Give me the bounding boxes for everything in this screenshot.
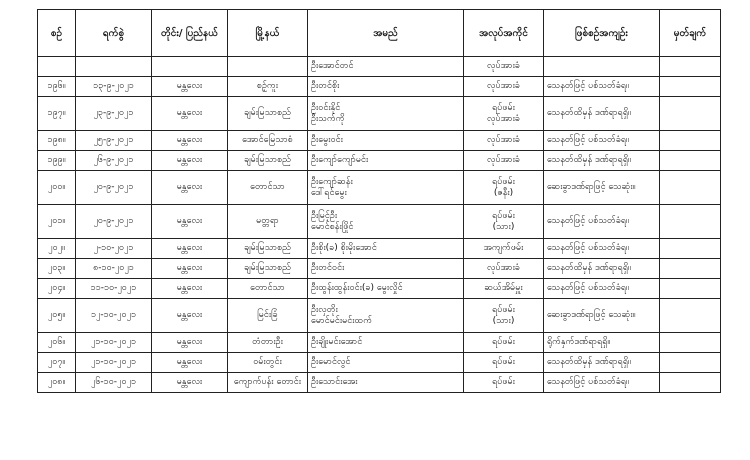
row-occupation-line: (သား) xyxy=(492,315,515,326)
row-region: မန္တလေး xyxy=(152,205,228,239)
row-occupation xyxy=(464,373,544,393)
row-remark xyxy=(660,279,721,299)
row-name xyxy=(308,57,464,77)
row-name-line: မောင်မင်းမင်းထက် xyxy=(311,315,373,326)
row-incident: သေနတ်ထိမှန် ဒဏ်ရာရရှိ။ xyxy=(544,353,660,373)
row-occupation-line: ဆယ်အိမ်မှူး xyxy=(484,283,523,293)
row-name-line: ဦးတင်ဝင်း xyxy=(311,263,345,273)
row-name-line: ဦးစိုး(ခ) စိုးမိုးအောင် xyxy=(311,243,377,253)
row-date: ၂၅-၉-၂၀၂၁ xyxy=(76,131,152,151)
row-date: ၂၆-၉-၂၀၂၁ xyxy=(76,151,152,171)
row-name xyxy=(308,259,464,279)
table-row xyxy=(38,97,721,131)
row-remark xyxy=(660,151,721,171)
row-name xyxy=(308,373,464,393)
row-region: မန္တလေး xyxy=(152,131,228,151)
header-occupation: အလုပ်အကိုင် xyxy=(464,10,544,57)
row-township: ချမ်းမြသာစည် xyxy=(228,151,308,171)
row-occupation-line: ရပ်ဖမ်း xyxy=(492,210,515,221)
row-name xyxy=(308,151,464,171)
row-name xyxy=(308,131,464,151)
table-row xyxy=(38,279,721,299)
row-township: ဝမ်းတွင်း xyxy=(228,353,308,373)
row-township: အောင်မြေသာစံ xyxy=(228,131,308,151)
table-row xyxy=(38,205,721,239)
row-occupation xyxy=(464,353,544,373)
row-township: ချမ်းမြသာစည် xyxy=(228,97,308,131)
table-row xyxy=(38,259,721,279)
row-occupation-line: အကျက်ဖမ်း xyxy=(483,243,524,253)
row-date: ၂၃-၉-၂၀၂၁ xyxy=(76,97,152,131)
row-date: ၈-၁၀-၂၀၂၁ xyxy=(76,259,152,279)
row-occupation-line: ရပ်ဖမ်း xyxy=(492,176,515,187)
row-remark xyxy=(660,57,721,77)
row-name-line: ဦးအောင်တင် xyxy=(311,61,354,71)
row-remark xyxy=(660,353,721,373)
row-incident: သေနတ်ထိမှန် ဒဏ်ရာရရှိ။ xyxy=(544,259,660,279)
table-row xyxy=(38,131,721,151)
row-township: ချမ်းမြသာစည် xyxy=(228,259,308,279)
table-row xyxy=(38,373,721,393)
row-remark xyxy=(660,333,721,353)
row-incident: ရိုက်နှက်ဒဏ်ရာရရှိ။ xyxy=(544,333,660,353)
row-incident: သေနတ်ဖြင့် ပစ်သတ်ခံရ။ xyxy=(544,239,660,259)
row-township: စဉ့်ကူး xyxy=(228,77,308,97)
row-occupation xyxy=(464,299,544,333)
row-occupation xyxy=(464,205,544,239)
row-number: ၂၀၇။ xyxy=(38,353,76,373)
row-remark xyxy=(660,239,721,259)
row-number xyxy=(38,57,76,77)
table-row xyxy=(38,151,721,171)
table-row xyxy=(38,353,721,373)
row-date: ၂၁-၁၀-၂၀၂၁ xyxy=(76,353,152,373)
row-number: ၂၀၅။ xyxy=(38,299,76,333)
row-region: မန္တလေး xyxy=(152,299,228,333)
header-remark: မှတ်ချက် xyxy=(660,10,721,57)
row-occupation-line: လုပ်အားခံ xyxy=(487,61,520,71)
row-region xyxy=(152,57,228,77)
row-region: မန္တလေး xyxy=(152,239,228,259)
table-header-row xyxy=(38,10,721,57)
table-row xyxy=(38,77,721,97)
row-remark xyxy=(660,171,721,205)
row-name-line: ဦးတင်စိုး xyxy=(311,81,340,91)
table-row xyxy=(38,333,721,353)
row-region: မန္တလေး xyxy=(152,279,228,299)
row-date: ၂၆-၁၀-၂၀၂၁ xyxy=(76,373,152,393)
row-name xyxy=(308,239,464,259)
row-occupation-line: လုပ်အားခံ xyxy=(487,263,520,273)
header-region: တိုင်း/ ပြည်နယ် xyxy=(152,10,228,57)
row-remark xyxy=(660,259,721,279)
row-name-line: ဦးထွန်းထွန်းဝင်း(ခ) မွေးလှိုင် xyxy=(311,283,403,293)
row-name-line: ဦးမွေးဝင်း xyxy=(311,135,343,145)
row-township: တံတားဦး xyxy=(228,333,308,353)
table-row xyxy=(38,299,721,333)
row-occupation-line: (သား) xyxy=(492,221,515,232)
row-occupation-line: ရပ်ဖမ်း xyxy=(492,357,515,367)
row-region: မန္တလေး xyxy=(152,151,228,171)
row-remark xyxy=(660,131,721,151)
row-name xyxy=(308,171,464,205)
row-date: ၂-၁၀-၂၀၂၁ xyxy=(76,239,152,259)
row-remark xyxy=(660,205,721,239)
row-township: တောင်သာ xyxy=(228,279,308,299)
row-number: ၂၀၄။ xyxy=(38,279,76,299)
row-region: မန္တလေး xyxy=(152,97,228,131)
row-date: ၂၁-၁၀-၂၀၂၁ xyxy=(76,333,152,353)
row-remark xyxy=(660,77,721,97)
row-incident xyxy=(544,57,660,77)
row-occupation-line: လုပ်အားခံ xyxy=(487,81,520,91)
row-name-line: ဦးသက်ကို xyxy=(311,113,345,124)
row-name-line: ဦးကျော်ဆန်း xyxy=(311,176,353,187)
header-incident: ဖြစ်စဉ်အကျဉ်း xyxy=(544,10,660,57)
row-number: ၂၀၁။ xyxy=(38,205,76,239)
row-name xyxy=(308,97,464,131)
row-incident: ဆေးခွာဒဏ်ရာဖြင့် သေဆုံး။ xyxy=(544,171,660,205)
row-region: မန္တလေး xyxy=(152,353,228,373)
row-number: ၂၀၃။ xyxy=(38,259,76,279)
row-date: ၂၀-၉-၂၀၂၁ xyxy=(76,205,152,239)
row-name-line: ဦးမြင့်ဦး xyxy=(311,210,338,221)
row-incident: သေနတ်ဖြင့် ပစ်သတ်ခံရ။ xyxy=(544,279,660,299)
row-remark xyxy=(660,97,721,131)
row-township: မတ္တရာ xyxy=(228,205,308,239)
row-name-line: ဦးမောင်လွင် xyxy=(311,357,351,367)
row-occupation xyxy=(464,259,544,279)
row-township: မြင်းခြံ xyxy=(228,299,308,333)
row-name-line: ဒေါ်ရင်မွေး xyxy=(311,187,347,198)
row-number: ၁၉၈။ xyxy=(38,131,76,151)
row-number: ၂၀၈။ xyxy=(38,373,76,393)
row-incident: သေနတ်ထိမှန် ဒဏ်ရာရရှိ။ xyxy=(544,97,660,131)
row-township: ကျောက်ပန်း တောင်း xyxy=(228,373,308,393)
row-date xyxy=(76,57,152,77)
row-occupation-line: လုပ်အားခံ xyxy=(487,135,520,145)
row-occupation-line: လုပ်အားခံ xyxy=(487,113,520,124)
row-name xyxy=(308,77,464,97)
row-region: မန္တလေး xyxy=(152,259,228,279)
row-occupation xyxy=(464,97,544,131)
row-occupation-line: (ဇနီး) xyxy=(493,187,514,198)
row-occupation xyxy=(464,131,544,151)
row-name xyxy=(308,333,464,353)
row-name xyxy=(308,299,464,333)
row-region: မန္တလေး xyxy=(152,373,228,393)
row-number: ၂၀၂။ xyxy=(38,239,76,259)
row-occupation xyxy=(464,279,544,299)
row-name-line: ဦးလှတိုး xyxy=(311,304,338,315)
table-row xyxy=(38,171,721,205)
header-name: အမည် xyxy=(308,10,464,57)
row-name-line: ဦးချိုးမင်းအောင် xyxy=(311,337,363,347)
row-remark xyxy=(660,299,721,333)
row-name xyxy=(308,279,464,299)
row-occupation-line: လုပ်အားခံ xyxy=(487,155,520,165)
row-name-line: ဦးသောင်းအေး xyxy=(311,377,358,387)
row-number: ၁၉၉။ xyxy=(38,151,76,171)
row-region: မန္တလေး xyxy=(152,171,228,205)
row-name xyxy=(308,353,464,373)
table-row xyxy=(38,57,721,77)
row-incident: သေနတ်ဖြင့် ပစ်သတ်ခံရ။ xyxy=(544,373,660,393)
row-number: ၁၉၇။ xyxy=(38,97,76,131)
header-township: မြို့နယ် xyxy=(228,10,308,57)
row-name-line: ဦးကျော်ကျော်မင်း xyxy=(311,155,369,165)
row-name-line: ဦးဝင်းနိုင် xyxy=(311,102,341,113)
row-occupation xyxy=(464,333,544,353)
row-occupation-line: ရပ်ဖမ်း xyxy=(492,337,515,347)
row-incident: သေနတ်ဖြင့် ပစ်သတ်ခံရ။ xyxy=(544,131,660,151)
row-number: ၁၉၆။ xyxy=(38,77,76,97)
row-number: ၂၀၀။ xyxy=(38,171,76,205)
row-township xyxy=(228,57,308,77)
row-region: မန္တလေး xyxy=(152,333,228,353)
row-incident: သေနတ်ထိမှန် ဒဏ်ရာရရှိ။ xyxy=(544,151,660,171)
incident-table xyxy=(37,9,721,393)
header-date: ရက်စွဲ xyxy=(76,10,152,57)
row-remark xyxy=(660,373,721,393)
row-occupation-line: ရပ်ဖမ်း xyxy=(492,377,515,387)
row-name-line: မောင်စန်းဖြိုင် xyxy=(311,221,354,232)
row-incident: သေနတ်ဖြင့် ပစ်သတ်ခံရ။ xyxy=(544,77,660,97)
row-date: ၂၀-၉-၂၀၂၁ xyxy=(76,171,152,205)
row-occupation xyxy=(464,171,544,205)
row-name xyxy=(308,205,464,239)
row-date: ၁၃-၉-၂၀၂၁ xyxy=(76,77,152,97)
row-occupation-line: ရပ်ဖမ်း xyxy=(492,304,515,315)
row-occupation xyxy=(464,77,544,97)
row-region: မန္တလေး xyxy=(152,77,228,97)
row-township: တောင်သာ xyxy=(228,171,308,205)
row-occupation xyxy=(464,57,544,77)
row-occupation-line: ရပ်ဖမ်း xyxy=(492,102,515,113)
row-date: ၁၂-၁၀-၂၀၂၁ xyxy=(76,299,152,333)
row-date: ၁၁-၁၀-၂၀၂၁ xyxy=(76,279,152,299)
row-township: ချမ်းမြသာစည် xyxy=(228,239,308,259)
row-incident: ဆေးခွာဒဏ်ရာဖြင့် သေဆုံး။ xyxy=(544,299,660,333)
table-body xyxy=(38,57,721,393)
table-row xyxy=(38,239,721,259)
row-incident: သေနတ်ဖြင့် ပစ်သတ်ခံရ။ xyxy=(544,205,660,239)
row-occupation xyxy=(464,151,544,171)
row-number: ၂၀၆။ xyxy=(38,333,76,353)
header-no: စဉ် xyxy=(38,10,76,57)
row-occupation xyxy=(464,239,544,259)
